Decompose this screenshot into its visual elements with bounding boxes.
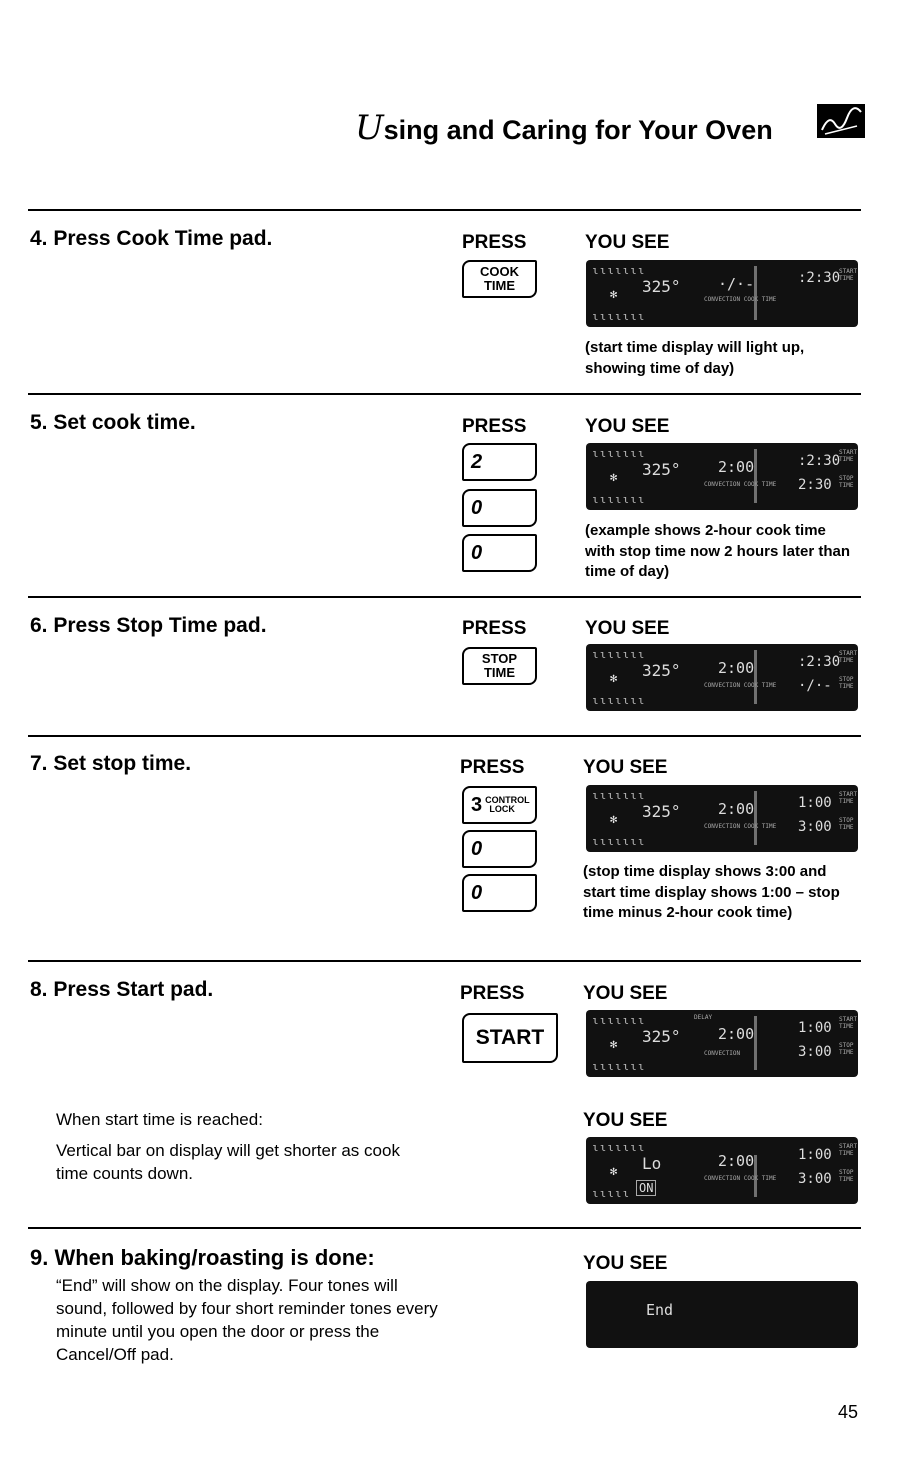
brand-logo-icon [817, 104, 865, 138]
divider [28, 960, 861, 962]
step-4-title: 4. Press Cook Time pad. [30, 227, 273, 250]
step-9-body: “End” will show on the display. Four tones will sound, followed by four short reminder tones every minute until you open the door or press the Cancel/Off pad. [56, 1276, 438, 1364]
stop-time-button[interactable]: STOP TIME [462, 647, 537, 685]
press-label: PRESS [460, 983, 525, 1004]
digit-0-button[interactable]: 0 [462, 874, 537, 912]
divider [28, 209, 861, 211]
reached-heading: When start time is reached: [56, 1110, 263, 1129]
countdown-bar [754, 1155, 763, 1197]
oven-display: ɩɩɩɩɩɩɩ ✻ ɩɩɩɩɩɩɩ 325° 2:00 CONVECTION COOK TIME :2:30 START TIME ·/·- STOP TIME [586, 644, 858, 711]
countdown-bar [754, 791, 763, 845]
digit-0-button[interactable]: 0 [462, 489, 537, 527]
step-5-note: (example shows 2-hour cook time with stop time now 2 hours later than time of day) [585, 522, 851, 580]
press-label: PRESS [462, 416, 527, 437]
countdown-bar [754, 449, 763, 503]
you-see-label: YOU SEE [583, 1110, 668, 1131]
oven-display: ɩɩɩɩɩɩɩ ✻ ɩɩɩɩɩɩɩ 325° 2:00 CONVECTION COOK TIME :2:30 START TIME 2:30 STOP TIME [586, 443, 858, 510]
fan-icon: ✻ [610, 1164, 618, 1178]
fan-icon: ✻ [610, 671, 618, 685]
oven-display: ɩɩɩɩɩɩɩ ✻ ɩɩɩɩɩɩɩ 325° ·/·- CONVECTION COOK TIME :2:30 START TIME [586, 260, 858, 327]
divider [28, 596, 861, 598]
oven-display: ɩɩɩɩɩɩɩ ✻ ɩɩɩɩɩ Lo ON 2:00 CONVECTION COOK TIME 1:00 START TIME 3:00 STOP TIME [586, 1137, 858, 1204]
digit-0-button[interactable]: 0 [462, 830, 537, 868]
you-see-label: YOU SEE [585, 416, 670, 437]
digit-3-control-lock-button[interactable]: 3 CONTROL LOCK [462, 786, 537, 824]
fan-icon: ✻ [610, 1037, 618, 1051]
you-see-label: YOU SEE [583, 757, 668, 778]
step-8-title: 8. Press Start pad. [30, 978, 214, 1001]
fan-icon: ✻ [610, 812, 618, 826]
cook-time-button[interactable]: COOK TIME [462, 260, 537, 298]
oven-display: End [586, 1281, 858, 1348]
oven-display: ɩɩɩɩɩɩɩ ✻ ɩɩɩɩɩɩɩ 325° 2:00 CONVECTION COOK TIME 1:00 START TIME 3:00 STOP TIME [586, 785, 858, 852]
press-label: PRESS [460, 757, 525, 778]
reached-body: Vertical bar on display will get shorter as cook time counts down. [56, 1141, 400, 1183]
press-label: PRESS [462, 618, 527, 639]
step-6-title: 6. Press Stop Time pad. [30, 614, 267, 637]
fan-icon: ✻ [610, 287, 618, 301]
divider [28, 1227, 861, 1229]
page-number: 45 [838, 1402, 859, 1422]
you-see-label: YOU SEE [585, 232, 670, 253]
step-4-note: (start time display will light up, showing time of day) [585, 339, 805, 377]
digit-2-button[interactable]: 2 [462, 443, 537, 481]
step-9-title: 9. When baking/roasting is done: [30, 1245, 375, 1270]
you-see-label: YOU SEE [585, 618, 670, 639]
countdown-bar [754, 650, 763, 704]
heat-bars-top: ɩɩɩɩɩɩɩ [592, 264, 646, 277]
page-title: Using and Caring for Your Oven [355, 108, 773, 148]
heat-bars-bottom: ɩɩɩɩɩɩɩ [592, 310, 646, 323]
start-button[interactable]: START [462, 1013, 558, 1063]
countdown-bar [754, 266, 763, 320]
digit-0-button[interactable]: 0 [462, 534, 537, 572]
step-7-note: (stop time display shows 3:00 and start time display shows 1:00 – stop time minus 2-hour cook time) [583, 863, 840, 921]
fan-icon: ✻ [610, 470, 618, 484]
divider [28, 393, 861, 395]
press-label: PRESS [462, 232, 527, 253]
countdown-bar [754, 1016, 763, 1070]
you-see-label: YOU SEE [583, 983, 668, 1004]
divider [28, 735, 861, 737]
oven-display: ɩɩɩɩɩɩɩ ✻ ɩɩɩɩɩɩɩ 325° DELAY 2:00 CONVECTION 1:00 START TIME 3:00 STOP TIME [586, 1010, 858, 1077]
you-see-label: YOU SEE [583, 1253, 668, 1274]
step-7-title: 7. Set stop time. [30, 752, 192, 775]
step-5-title: 5. Set cook time. [30, 411, 196, 434]
